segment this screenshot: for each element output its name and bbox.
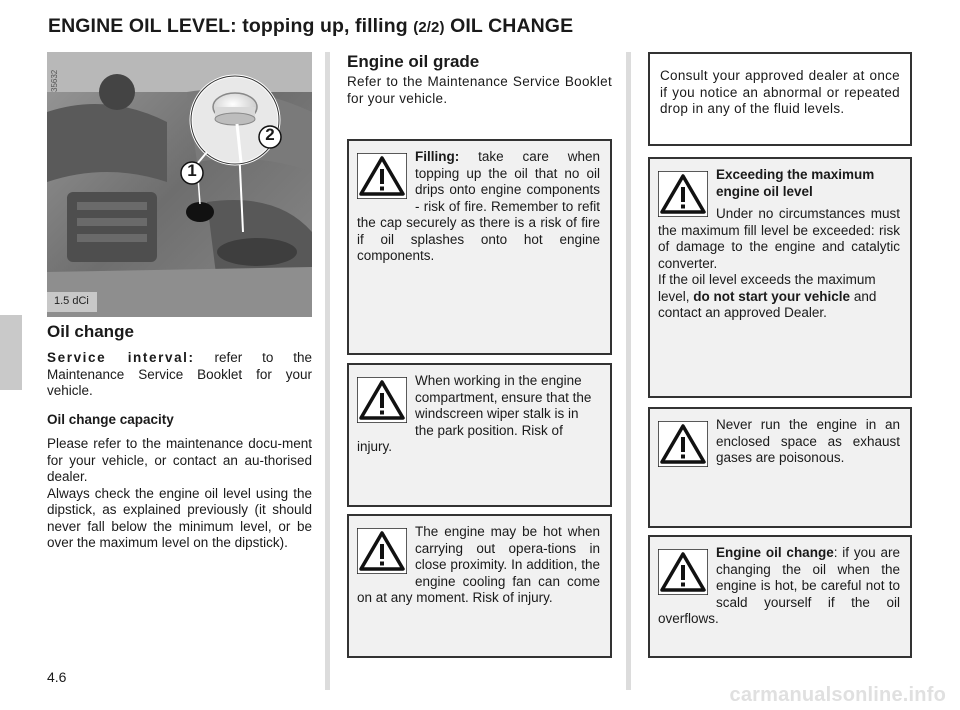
warning-compartment: When working in the engine compartment, ensure that the windscreen wiper stalk is in the park position. Risk of injury. — [347, 363, 612, 507]
column-divider-right — [626, 52, 631, 690]
callout-1: 1 — [187, 161, 197, 180]
oil-grade-heading: Engine oil grade — [347, 52, 480, 71]
oil-change-heading: Oil change — [47, 322, 134, 341]
warning-hot-engine: The engine may be hot when carrying out opera-tions in close proximity. In addition, the engine cooling fan can come on at any moment. Risk of injury. — [347, 514, 612, 658]
capacity-text: Please refer to the maintenance docu-ment for your vehicle, or contact an au-thorised dealer. — [47, 436, 312, 484]
warning-filling: Filling: take care when topping up the oil that no oil drips onto engine components - risk of fire. Remember to refit the cap securely as there is a risk of fire if oil splashes onto hot engine components. — [347, 139, 612, 355]
service-interval-text: Service interval: refer to the Maintenance Service Booklet for your vehicle. — [47, 350, 312, 398]
warning-oil-change-hot: Engine oil change: if you are changing the oil when the engine is hot, be careful not to scald yourself if the oil overflows. — [648, 535, 912, 658]
section-tab — [0, 315, 22, 390]
warning-triangle-icon — [658, 171, 708, 217]
warning-triangle-icon — [357, 528, 407, 574]
consult-text: Consult your approved dealer at once if you notice an abnormal or repeated drop in any of the fluid levels. — [660, 68, 900, 116]
warning-triangle-icon — [658, 421, 708, 467]
consult-dealer-box — [648, 52, 912, 146]
engine-photo — [47, 52, 312, 317]
warning-exceeding-level: Exceeding the maximum engine oil level Under no circumstances must the maximum fill level be exceeded: risk of damage to the engine and catalytic converter. If the oil level exceeds the maximum level, do not start your vehicle and contact an approved Dealer. — [648, 157, 912, 398]
capacity-heading: Oil change capacity — [47, 411, 174, 427]
warning-triangle-icon — [357, 153, 407, 199]
dipstick-text: Always check the engine oil level using the dipstick, as explained previously (it should never fall below the minimum level, or be over the maximum level on the dipstick). — [47, 485, 312, 550]
oil-grade-text: Refer to the Maintenance Service Booklet for your vehicle. — [347, 74, 612, 106]
warning-triangle-icon — [357, 377, 407, 423]
watermark: carmanualsonline.info — [729, 684, 946, 706]
callout-2: 2 — [265, 125, 275, 144]
warning-enclosed-space: Never run the engine in an enclosed space as exhaust gases are poisonous. — [648, 407, 912, 528]
warning-triangle-icon — [658, 549, 708, 595]
column-divider-left — [325, 52, 330, 690]
engine-label: 1.5 dCi — [54, 295, 89, 307]
photo-code: 35632 — [50, 69, 59, 92]
page-number: 4.6 — [47, 669, 67, 685]
oil-change-section — [47, 322, 312, 552]
page-title: ENGINE OIL LEVEL: topping up, filling (2/2) OIL CHANGE — [48, 15, 574, 37]
oil-grade-section — [347, 52, 612, 107]
